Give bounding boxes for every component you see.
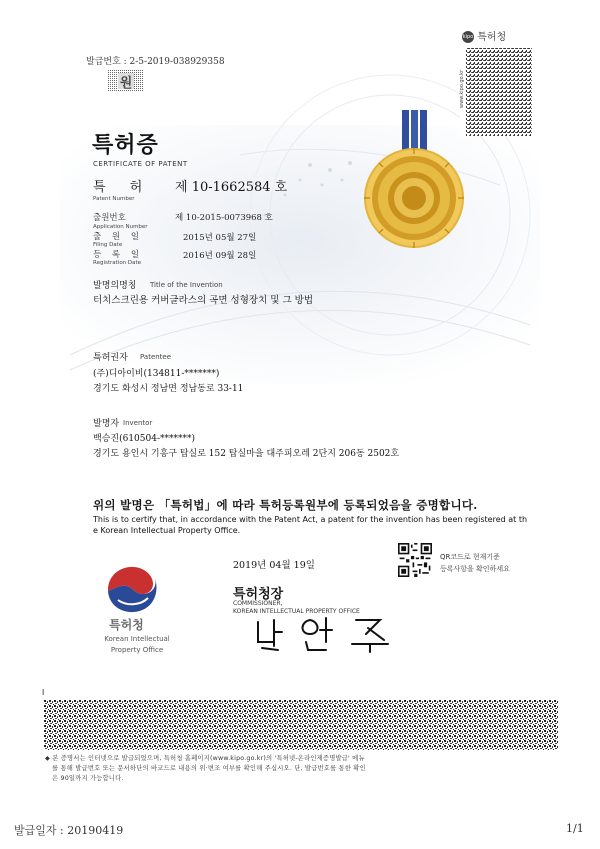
gold-seal — [358, 110, 470, 250]
registration-label: 등 록 일 — [93, 250, 144, 260]
commissioner-title-en-2: KOREAN INTELLECTUAL PROPERTY OFFICE — [233, 608, 360, 615]
registration-date: 2016년 09월 28일 — [183, 251, 257, 261]
kipo-logo-kr: 특허청 — [109, 618, 144, 632]
inventor-label-en: Inventor — [123, 419, 153, 427]
patent-label-en: Patent Number — [93, 196, 135, 202]
notice-line-2: 를 통해 발급번호 또는 문서하단의 바코드로 내용의 위·변조 여부를 확인해 주십시오. 단, 발급번호를 통한 확인 — [52, 765, 366, 772]
patentee-label: 특허권자 — [93, 353, 128, 363]
invention-label-en: Title of the Invention — [150, 281, 223, 289]
kipo-logo-en-1: Korean Intellectual — [104, 635, 170, 643]
kipo-logo-icon — [104, 560, 160, 616]
issue-date: 발급일자 : 20190419 — [14, 824, 124, 837]
qr-note-1: QR코드로 현재기준 — [440, 553, 500, 561]
commissioner-title-en-1: COMMISSIONER, — [233, 600, 283, 607]
document-barcode — [460, 48, 532, 136]
patent-number: 제 10-1662584 호 — [175, 180, 288, 195]
certification-date: 2019년 04월 19일 — [233, 560, 315, 571]
certificate-title-en: CERTIFICATE OF PATENT — [93, 160, 188, 168]
filing-label: 출 원 일 — [93, 232, 144, 242]
commissioner-title: 특허청장 — [233, 587, 284, 602]
inventor-address: 경기도 용인시 기흥구 탑실로 152 탑실마을 대주피오레 2단지 206동 2502호 — [93, 449, 400, 459]
issue-number: 발급번호 : 2-5-2019-038929358 — [86, 57, 225, 67]
page-count: 1/1 — [566, 822, 584, 835]
invention-label: 발명의명칭 — [93, 281, 137, 291]
application-label-en: Application Number — [93, 224, 148, 230]
kipo-mini-icon: kipo — [462, 31, 474, 43]
qr-code[interactable] — [398, 543, 432, 577]
registration-label-en: Registration Date — [93, 260, 142, 266]
kipo-logo-en-2: Property Office — [110, 646, 164, 654]
svg-text:www.kipo.go.kr: www.kipo.go.kr — [459, 69, 465, 108]
patentee-label-en: Patentee — [140, 353, 172, 361]
patentee-name: (주)디아이비(134811-*******) — [93, 369, 220, 379]
qr-note-2: 등록사항을 확인하세요 — [440, 565, 510, 573]
application-number: 제 10-2015-0073968 호 — [175, 213, 273, 223]
inventor-name: 백승진(610504-*******) — [93, 434, 196, 444]
patentee-address: 경기도 화성시 정남면 정남동로 33-11 — [93, 384, 244, 394]
certificate-title: 특허증 — [92, 133, 159, 158]
filing-date: 2015년 05월 27일 — [183, 233, 257, 243]
commissioner-signature — [252, 612, 402, 654]
filing-label-en: Filing Date — [93, 242, 123, 248]
invention-title: 터치스크린용 커버글라스의 곡면 성형장치 및 그 방법 — [93, 295, 314, 306]
barcode-label: kipo 특허청 — [462, 32, 507, 43]
inventor-label: 발명자 — [93, 419, 120, 429]
certification-statement-en-2: e Korean Intellectual Property Office. — [93, 526, 241, 535]
patent-label: 특 허 — [93, 180, 153, 195]
certification-statement: 위의 발명은 「특허법」에 따라 특허등록원부에 등록되었음을 증명합니다. — [93, 498, 478, 512]
certification-statement-en-1: This is to certify that, in accordance with the Patent Act, a patent for the invention has been registered at th — [93, 515, 528, 524]
application-label: 출원번호 — [93, 213, 126, 223]
document-2d-barcode — [44, 700, 558, 750]
notice-line-3: 은 90일까지 가능합니다. — [52, 775, 124, 782]
page-marker: l — [42, 688, 45, 697]
stamp-char: 원 — [119, 76, 133, 91]
notice-line-1: ◆ 본 증명서는 인터넷으로 발급되었으며, 특허청 홈페이지(www.kipo.go.kr)의 '특허넷-온라인제증명발급' 메뉴 — [45, 755, 365, 762]
